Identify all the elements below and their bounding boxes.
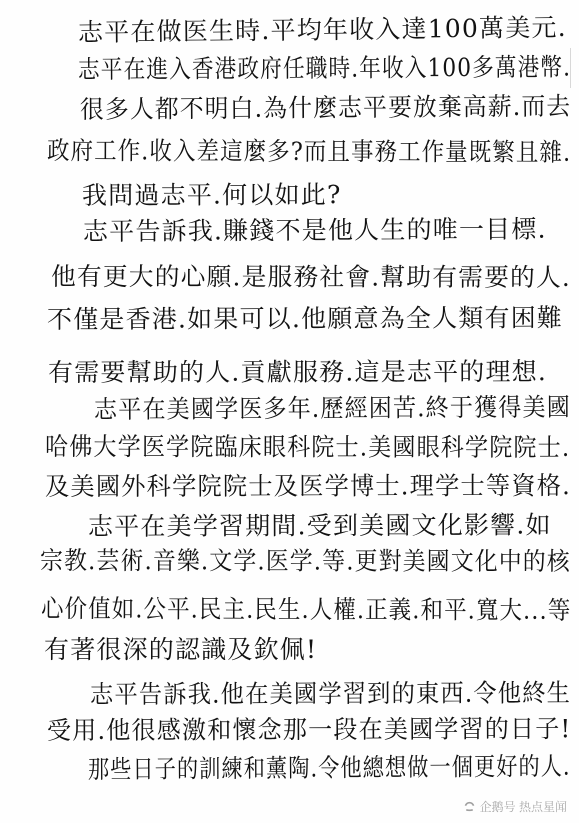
letter-line-16: 有著很深的認識及欽佩! xyxy=(44,635,318,664)
letter-line-14: 宗教.芸術.音樂.文学.医学.等.更對美國文化中的核 xyxy=(39,546,571,576)
page-edge-mark xyxy=(570,48,579,88)
letter-line-10: 志平在美國学医多年.歷經困苦.終于獲得美國 xyxy=(93,392,571,424)
letter-line-11: 哈佛大学医学院臨床眼科院士.美國眼科学院院士. xyxy=(44,432,571,462)
letter-line-18: 受用.他很感激和懷念那一段在美國学習的日子! xyxy=(46,714,572,745)
letter-line-17: 志平告訴我.他在美國学習到的東西.令他終生 xyxy=(89,678,572,709)
letter-line-5: 我問過志平.何以如此? xyxy=(81,180,342,210)
watermark xyxy=(463,798,567,815)
letter-line-7: 他有更大的心願.是服務社會.幫助有需要的人. xyxy=(50,262,572,292)
letter-line-1: 志平在做医生時.平均年收入達100萬美元. xyxy=(77,12,567,47)
letter-line-2: 志平在進入香港政府任職時.年收入100多萬港幣. xyxy=(77,52,572,84)
letter-line-19: 那些日子的訓練和薰陶.令他總想做一個更好的人. xyxy=(87,751,571,784)
letter-line-15: 心价值如.公平.民主.民生.人權.正義.和平.寬大...等 xyxy=(40,594,572,625)
letter-line-6: 志平告訴我.賺錢不是他人生的唯一目標. xyxy=(82,214,547,246)
letter-line-9: 有需要幫助的人.貢獻服務.這是志平的理想. xyxy=(47,357,548,387)
letter-line-13: 志平在美学習期間.受到美國文化影響.如 xyxy=(87,510,552,541)
letter-line-12: 及美國外科学院院士及医学博士.理学士等資格. xyxy=(44,471,572,501)
letter-line-3: 很多人都不明白.為什麼志平要放棄高薪.而去 xyxy=(79,91,572,124)
watermark-text: 企鹅号 热点星闻 xyxy=(479,800,567,814)
letter-line-8: 不僅是香港.如果可以.他願意為全人類有困難 xyxy=(46,303,564,334)
penguin-logo-icon xyxy=(463,800,476,813)
letter-line-4: 政府工作.收入差這麼多?而且事務工作量既繁且雜. xyxy=(46,136,572,167)
